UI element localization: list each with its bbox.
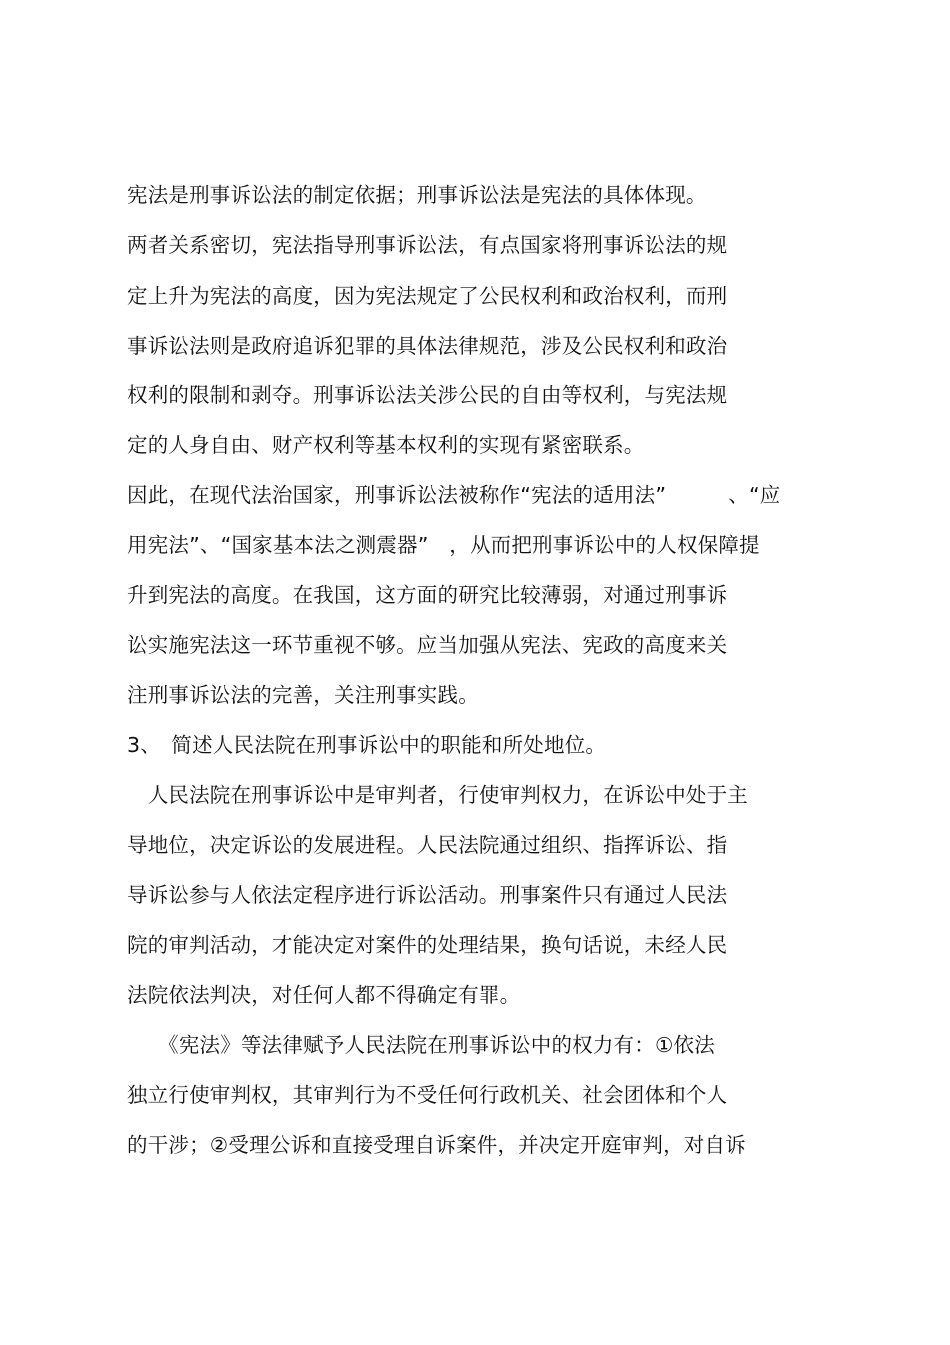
- body-text-line: 的干涉；②受理公诉和直接受理自诉案件，并决定开庭审判，对自诉: [127, 1133, 746, 1157]
- body-text-line: 《宪法》等法律赋予人民法院在刑事诉讼中的权力有：①依法: [127, 1033, 715, 1057]
- body-text-line: 院的审判活动，才能决定对案件的处理结果，换句话说，未经人民: [127, 933, 728, 957]
- body-text-line: 导诉讼参与人依法定程序进行诉讼活动。刑事案件只有通过人民法: [127, 883, 728, 907]
- body-text-line: 事诉讼法则是政府追诉犯罪的具体法律规范，涉及公民权利和政治: [127, 334, 728, 358]
- body-text-line: 讼实施宪法这一环节重视不够。应当加强从宪法、宪政的高度来关: [127, 633, 728, 657]
- body-text-line: 宪法是刑事诉讼法的制定依据；刑事诉讼法是宪法的具体体现。: [127, 183, 707, 207]
- body-text-line: 两者关系密切，宪法指导刑事诉讼法，有点国家将刑事诉讼法的规: [127, 233, 728, 257]
- body-text-line: 定上升为宪法的高度，因为宪法规定了公民权利和政治权利，而刑: [127, 284, 728, 308]
- body-text-line: 导地位，决定诉讼的发展进程。人民法院通过组织、指挥诉讼、指: [127, 833, 728, 857]
- body-text-line: 用宪法”、“国家基本法之测震器” ，从而把刑事诉讼中的人权保障提: [127, 533, 760, 557]
- body-text-line: 注刑事诉讼法的完善，关注刑事实践。: [127, 683, 479, 707]
- body-text-line: 人民法院在刑事诉讼中是审判者，行使审判权力，在诉讼中处于主: [127, 783, 748, 807]
- body-text-line: 因此，在现代法治国家，刑事诉讼法被称作“宪法的适用法” 、“应: [127, 483, 781, 507]
- body-text-line: 升到宪法的高度。在我国，这方面的研究比较薄弱，对通过刑事诉: [127, 583, 728, 607]
- section-heading: 3、 简述人民法院在刑事诉讼中的职能和所处地位。: [127, 733, 607, 757]
- body-text-line: 独立行使审判权，其审判行为不受任何行政机关、社会团体和个人: [127, 1083, 728, 1107]
- body-text-line: 定的人身自由、财产权利等基本权利的实现有紧密联系。: [127, 433, 645, 457]
- body-text-line: 权利的限制和剥夺。刑事诉讼法关涉公民的自由等权利，与宪法规: [127, 383, 728, 407]
- body-text-line: 法院依法判决，对任何人都不得确定有罪。: [127, 983, 521, 1007]
